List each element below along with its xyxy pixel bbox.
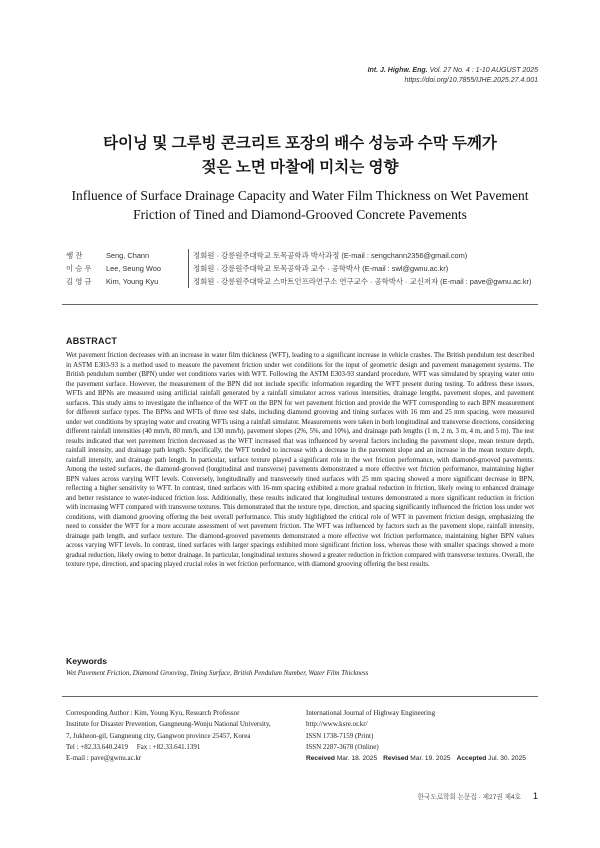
corresponding-address: 7, Jukheon-gil, Gangneung city, Gangwon province 25457, Korea xyxy=(66,731,251,740)
title-korean-line1: 타이닝 및 그루빙 콘크리트 포장의 배수 성능과 수막 두께가 xyxy=(103,135,497,152)
author-affiliation: 정회원 · 강릉원주대학교 스마트인프라연구소 연구교수 · 공학박사 · 교신저자 (E-mail : pave@gwnu.ac.kr) xyxy=(188,275,531,288)
page-footer xyxy=(418,791,538,801)
page-number: 1 xyxy=(532,791,538,801)
author-name-en: Seng, Chann xyxy=(106,251,150,260)
abstract-heading: ABSTRACT xyxy=(66,336,118,346)
publication-dates xyxy=(306,753,538,764)
divider-bottom xyxy=(62,696,538,697)
corresponding-institute: Institute for Disaster Prevention, Gangneung-Wonju National University, xyxy=(66,720,271,729)
author-name-ko: 김 영 규 xyxy=(66,277,92,286)
corresponding-phone xyxy=(66,742,296,753)
journal-header xyxy=(368,66,538,86)
corresponding-email[interactable]: E-mail : pave@gwnu.ac.kr xyxy=(66,754,142,763)
title-korean-line2: 젖은 노면 마찰에 미치는 영향 xyxy=(201,159,399,176)
author-row xyxy=(66,262,531,275)
author-name-en: Lee, Seung Woo xyxy=(106,264,161,273)
journal-volume: Vol. 27 No. 4 : 1-10 AUGUST 2025 xyxy=(429,67,538,74)
revised-label: Revised xyxy=(383,755,409,763)
revised-date: Mar. 19. 2025 xyxy=(410,755,451,763)
issn-print: ISSN 1738-7159 (Print) xyxy=(306,731,374,740)
received-label: Received xyxy=(306,755,335,763)
keywords-list: Wet Pavement Friction, Diamond Grooving, Tining Surface, British Pendulum Number, Water Film Thickness xyxy=(66,670,369,677)
journal-url[interactable]: http://www.ksre.or.kr/ xyxy=(306,720,368,729)
author-name-ko: 이 승 우 xyxy=(66,264,92,273)
title-english xyxy=(60,186,540,224)
author-row xyxy=(66,275,531,288)
title-korean xyxy=(60,132,540,180)
footer-journal: 한국도로학회 논문집 · 제27권 제4호 xyxy=(417,794,521,801)
keywords-heading: Keywords xyxy=(66,656,108,666)
abstract-body: Wet pavement friction decreases with an increase in water film thickness (WFT), leading to a significant increase in vehicle crashes. The British pendulum test described in ASTM E303-93 is a method used to measure the pavement friction under wet conditions for the input of geometric design and pavement management systems. The British pendulum number (BPN) under wet conditions varies with WFT. Following the ASTM E303-93 standard procedure, WFT was simulated by spraying water onto the pavement surface. However, the measurement of the BPN did not include specific information regarding the WFT present during testing. To address these issues, WFTs and BPNs are measured using artificial rainfall generated by a rainfall simulator across various intensities, drainage lengths, pavement slopes, and pavement surfaces. This study aims to investigate the influence of the WFT on the BPN for wet pavement friction and provide the WFT corresponding to each BPN measurement for different surface types. The BPNs and WFTs of three test slabs, including diamond grooving and tining surfaces with 16 mm and 25 mm spacing, were measured under wet conditions by spraying water and creating WFTs using a rainfall simulator. Measurements were taken in both longitudinal and transverse directions, considering different rainfall intensities (40 mm/h, 80 mm/h, and 130 mm/h), pavement slopes (2%, 5%, and 10%), and drainage path lengths (1 m, 2 m, 3 m, 4 m, and 5 m). The test results indicated that wet pavement friction decreased as the WFT increased that was influenced by several factors including the pavement slope, mean texture depth, rainfall intensity, and drainage path length. Specifically, the WFT tended to increase with a decrease in the pavement slope and an increase in the mean texture depth, rainfall intensity, and drainage path length. In particular, surface texture played a significant role in the wet friction performance, with diamond-grooved pavements. Among the tested surfaces, the diamond-grooved (longitudinal and transverse) pavements demonstrated a more effective wet friction performance, maintaining higher BPN values across varying WFT levels. Conversely, longitudinally and transversely tined surfaces with 25 mm spacing showed a more significant decrease in BPN, reflecting a higher sensitivity to WFT. In contrast, tined surfaces with 16-mm spacing exhibited a more gradual reduction in friction, likely owing to enhanced drainage and better resistance to water-induced friction loss. Additionally, these results indicated that longitudinal textures demonstrated a more significant reduction in friction with increasing WFT compared with transverse textures. This demonstrated that the texture type, direction, and spacing significantly influenced the friction loss under wet conditions, with diamond grooving offering the best overall performance. This study highlighted the critical role of WFT in pavement friction design, emphasizing the need to consider the WFT for a more accurate assessment of wet pavement friction. The WFT was influenced by factors such as the pavement slope, rainfall intensity, drainage path length, and surface texture. The diamond-grooved pavements demonstrated a more effective wet friction performance, maintaining higher BPN values across varying WFT levels. In contrast, tined surfaces with larger spacings exhibited more significant friction loss, whereas those with smaller spacings showed a more gradual reduction, likely owing to better drainage. In particular, longitudinal textures showed a greater reduction in friction compared with transverse textures. Overall, the texture type, direction, and spacing played crucial roles in wet friction performance, with diamond grooving offering the best results. xyxy=(66,352,534,568)
author-list xyxy=(66,249,531,288)
corresponding-fax: Fax : +82.33.641.1391 xyxy=(136,742,201,751)
author-name-en: Kim, Young Kyu xyxy=(106,277,159,286)
received-date: Mar. 18. 2025 xyxy=(336,755,378,763)
journal-info-block xyxy=(306,708,538,764)
corresponding-author-block xyxy=(66,708,296,764)
accepted-label: Accepted xyxy=(456,755,487,763)
issn-online: ISSN 2287-3678 (Online) xyxy=(306,742,379,751)
title-english-line2: Friction of Tined and Diamond-Grooved Concrete Pavements xyxy=(133,207,467,222)
journal-name: Int. J. Highw. Eng. xyxy=(367,67,428,74)
journal-full-name: International Journal of Highway Engineering xyxy=(306,709,436,717)
title-english-line1: Influence of Surface Drainage Capacity and Water Film Thickness on Wet Pavement xyxy=(71,188,529,203)
corresponding-tel: Tel : +82.33.640.2419 xyxy=(66,742,128,751)
author-row xyxy=(66,249,531,262)
author-affiliation: 정회원 · 강릉원주대학교 토목공학과 교수 · 공학박사 (E-mail : swl@gwnu.ac.kr) xyxy=(188,262,448,275)
author-affiliation: 정회원 · 강릉원주대학교 토목공학과 박사과정 (E-mail : sengchann2356@gmail.com) xyxy=(188,249,467,262)
doi-link[interactable]: https://doi.org/10.7855/IJHE.2025.27.4.001 xyxy=(404,77,538,84)
corresponding-author: Corresponding Author : Kim, Young Kyu, Research Professor xyxy=(66,709,240,717)
divider-top xyxy=(62,304,538,305)
author-name-ko: 쎙 잔 xyxy=(66,251,83,260)
accepted-date: Jul. 30. 2025 xyxy=(488,755,526,763)
